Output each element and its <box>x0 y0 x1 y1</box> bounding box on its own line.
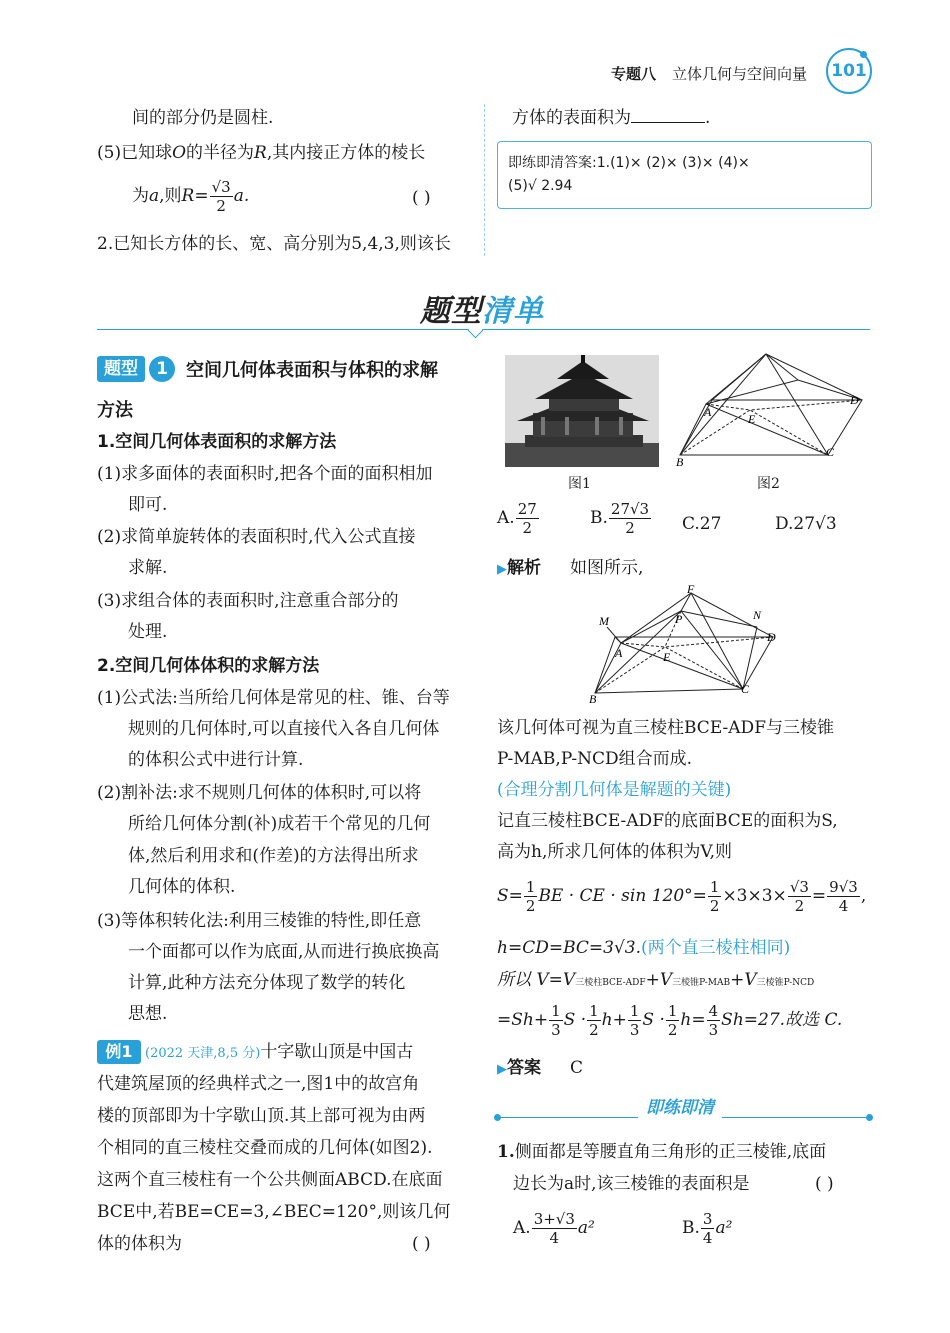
answer-bracket[interactable]: ( ) <box>815 1174 834 1194</box>
practice-dot-icon <box>866 1114 873 1121</box>
type-tag: 题型 <box>97 356 145 382</box>
example-line: (2022 天津,8,5 分)十字歇山顶是中国古 <box>145 1042 414 1062</box>
text-line: 规则的几何体时,可以直接代入各自几何体 <box>128 719 440 739</box>
quick-answer-line-1: 即练即清答案:1.(1)× (2)× (3)× (4)× <box>508 155 750 171</box>
fig2-label-D: D <box>850 393 859 407</box>
triangle-icon: ▶ <box>497 562 507 577</box>
formula-height: h=CD=BC=3√3.(两个直三棱柱相同) <box>497 938 791 958</box>
example-tag: 例1 <box>97 1040 141 1064</box>
text-line: 间的部分仍是圆柱. <box>132 108 274 128</box>
text-line: 这两个直三棱柱有一个公共侧面ABCD.在底面 <box>97 1170 443 1190</box>
quick-answer-line-2: (5)√ 2.94 <box>508 178 573 194</box>
hint-note: (合理分割几何体是解题的关键) <box>497 780 732 800</box>
practice-option-b[interactable]: B. $\frac{3}{4}$ a² <box>682 1210 733 1247</box>
fig3-label-E: E <box>663 650 671 664</box>
fig3-label-C: C <box>741 682 750 696</box>
fig3-label-N: N <box>753 608 762 622</box>
text-line: 楼的顶部即为十字歇山顶.其上部可视为由两 <box>97 1106 426 1126</box>
text-line: 的体积公式中进行计算. <box>128 750 304 770</box>
formula-volume: 所以 V=V三棱柱BCE-ADF+V三棱锥P-MAB+V三棱锥P-NCD <box>497 970 815 990</box>
text-line: (3)求组合体的表面积时,注意重合部分的 <box>97 591 399 611</box>
text-line: 体,然后利用求和(作差)的方法得出所求 <box>128 846 419 866</box>
quick-answer-box <box>497 141 872 209</box>
text-line: 计算,此种方法充分体现了数学的转化 <box>128 973 406 993</box>
fig3-label-F: F <box>687 585 695 596</box>
figure-1-caption: 图1 <box>568 476 591 492</box>
section-banner: 题型清单 <box>420 294 544 329</box>
text-line: 求解. <box>128 558 168 578</box>
fig3-label-P: P <box>675 612 683 626</box>
solution-line: 高为h,所求几何体的体积为V,则 <box>497 842 733 862</box>
practice-question-1-cont: 边长为a时,该三棱锥的表面积是 <box>513 1174 750 1194</box>
text-line: (1)公式法:当所给几何体是常见的柱、锥、台等 <box>97 688 450 708</box>
text-line: 所给几何体分割(补)成若干个常见的几何 <box>128 814 431 834</box>
option-d[interactable]: D.27√3 <box>775 514 837 534</box>
question-2-cont: 方体的表面积为 . <box>512 108 711 128</box>
fig2-label-A: A <box>704 405 712 419</box>
fig2-label-E: E <box>748 412 756 426</box>
practice-question-1: 1.侧面都是等腰直角三角形的正三棱锥,底面 <box>497 1142 827 1162</box>
analysis-label: ▶解析 <box>497 558 541 578</box>
type-title-cont: 方法 <box>97 400 133 421</box>
solution-line: P-MAB,P-NCD组合而成. <box>497 749 693 769</box>
fig3-label-B: B <box>589 692 597 705</box>
text-line: 个相同的直三棱柱交叠而成的几何体(如图2). <box>97 1138 433 1158</box>
fig3-label-M: M <box>599 614 609 628</box>
text-line: 体的体积为 <box>97 1234 182 1254</box>
text-line: 即可. <box>128 495 168 515</box>
text-line: 一个面都可以作为底面,从而进行换底换高 <box>128 942 440 962</box>
figure-2-caption: 图2 <box>757 476 780 492</box>
formula-area: S= $\frac{1}{2}$ BE · CE · sin 120°= $\frac{1}{2}$ ×3×3× $\frac{√3}{2}$ = $\frac{9√3}{4}$ , <box>497 878 867 915</box>
fig3-label-A: A <box>615 646 623 660</box>
fig3-label-D: D <box>767 630 776 644</box>
answer-value: C <box>570 1058 584 1078</box>
answer-bracket[interactable]: ( ) <box>412 188 431 208</box>
page-dot-icon <box>860 51 867 58</box>
type-title: 空间几何体表面积与体积的求解 <box>186 360 438 381</box>
practice-option-a[interactable]: A. $\frac{3+√3}{4}$ a² <box>513 1210 595 1247</box>
text-line: 思想. <box>128 1004 168 1024</box>
solution-line: 记直三棱柱BCE-ADF的底面BCE的面积为S, <box>497 811 838 831</box>
answer-blank[interactable] <box>631 108 705 123</box>
text-line: (2)割补法:求不规则几何体的体积时,可以将 <box>97 783 422 803</box>
section-heading-2: 2.空间几何体体积的求解方法 <box>97 656 320 676</box>
text-line: 代建筑屋顶的经典样式之一,图1中的故宫角 <box>97 1074 420 1094</box>
figure-3-diagram <box>585 585 785 705</box>
triangle-icon: ▶ <box>497 1062 507 1077</box>
section-heading-1: 1.空间几何体表面积的求解方法 <box>97 432 337 452</box>
page-number: 101 <box>831 61 867 81</box>
figure-1-photo <box>505 355 659 467</box>
question-5-cont: 为a,则R= $\frac{√3}{2}$ a. <box>132 178 250 215</box>
figure-2-diagram <box>670 352 870 470</box>
formula-result: =Sh+ $\frac{1}{3}$ S · $\frac{1}{2}$ h+ $\frac{1}{3}$ S · $\frac{1}{2}$ h= $\frac{4}{3}$ Sh=27.故选 C. <box>497 1002 843 1039</box>
question-5: (5)已知球O的半径为R,其内接正方体的棱长 <box>97 143 426 163</box>
text-line: (3)等体积转化法:利用三棱锥的特性,即任意 <box>97 911 422 931</box>
text-line: (2)求简单旋转体的表面积时,代入公式直接 <box>97 527 416 547</box>
option-a[interactable]: A. $\frac{27}{2}$ <box>497 500 537 537</box>
answer-line: ▶答案 <box>497 1058 541 1078</box>
practice-title: 即练即清 <box>638 1093 722 1118</box>
text-line: BCE中,若BE=CE=3,∠BEC=120°,则该几何 <box>97 1202 451 1222</box>
option-c[interactable]: C.27 <box>682 514 722 534</box>
solution-line: 该几何体可视为直三棱柱BCE-ADF与三棱锥 <box>497 718 834 738</box>
answer-bracket[interactable]: ( ) <box>412 1234 431 1254</box>
text-line: 几何体的体积. <box>128 877 236 897</box>
analysis-text: 如图所示, <box>570 558 644 578</box>
fig2-label-B: B <box>676 455 684 469</box>
question-2: 2.已知长方体的长、宽、高分别为5,4,3,则该长 <box>97 234 451 254</box>
text-line: (1)求多面体的表面积时,把各个面的面积相加 <box>97 464 433 484</box>
chapter-title: 立体几何与空间向量 <box>672 65 808 83</box>
column-divider <box>484 104 485 256</box>
chapter-label: 专题八 <box>611 65 657 83</box>
type-number: 1 <box>149 356 175 382</box>
option-b[interactable]: B. $\frac{27√3}{2}$ <box>590 500 650 537</box>
practice-dot-icon <box>494 1114 501 1121</box>
corner-tower-image <box>505 355 659 467</box>
text-line: 处理. <box>128 622 168 642</box>
fig2-label-C: C <box>826 445 835 459</box>
